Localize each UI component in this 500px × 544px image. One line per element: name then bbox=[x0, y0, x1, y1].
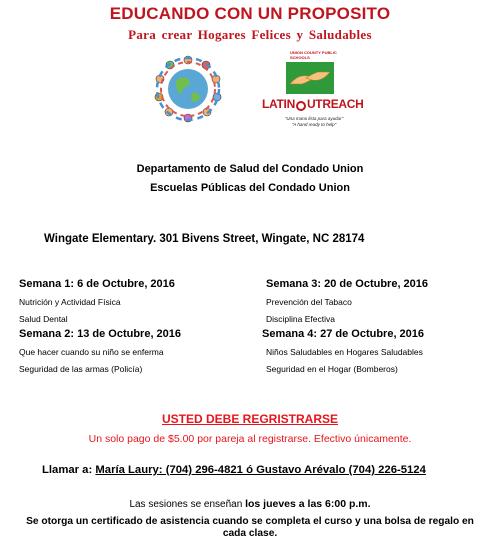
kids-globe-logo bbox=[148, 49, 228, 129]
logo-org-name: UNION COUNTY PUBLIC SCHOOLS bbox=[290, 50, 337, 60]
week-4-topic-2: Seguridad en el Hogar (Bomberos) bbox=[266, 364, 398, 374]
handshake-icon bbox=[286, 62, 334, 94]
flyer-title: EDUCANDO CON UN PROPOSITO bbox=[109, 4, 391, 23]
session-schedule bbox=[0, 498, 500, 510]
contact-line bbox=[42, 464, 426, 476]
week-4-topic-1: Niños Saludables en Hogares Saludables bbox=[266, 347, 423, 357]
flyer-subtitle: Para crear Hogares Felices y Saludables bbox=[128, 27, 372, 42]
week-4-title: Semana 4: 27 de Octubre, 2016 bbox=[262, 328, 425, 340]
organizer-schools: Escuelas Públicas del Condado Union bbox=[150, 182, 350, 194]
week-2-topic-1: Que hacer cuando su niño se enferma bbox=[19, 347, 164, 357]
week-1-topic-1: Nutrición y Actividad Física bbox=[19, 297, 121, 307]
logo-wordmark: LATIN UTREACH bbox=[262, 97, 364, 111]
week-3-topic-2: Disciplina Efectiva bbox=[266, 314, 335, 324]
week-3-topic-1: Prevención del Tabaco bbox=[266, 297, 352, 307]
week-2-title: Semana 2: 13 de Octubre, 2016 bbox=[19, 328, 182, 340]
contact-names: María Laury: (704) 296-4821 ó Gustavo Arévalo (704) 226-5124 bbox=[95, 464, 426, 476]
registration-heading: USTED DEBE REGRISTRARSE bbox=[161, 412, 339, 426]
session-prefix: Las sesiones se enseñan bbox=[129, 499, 246, 510]
week-1-topic-2: Salud Dental bbox=[19, 314, 68, 324]
latino-outreach-logo bbox=[262, 50, 364, 134]
logo-tagline: "Una mano lista para ayudar" "A hand ready to help" bbox=[284, 116, 344, 127]
contact-prefix: Llamar a: bbox=[42, 464, 96, 476]
certificate-note: Se otorga un certificado de asistencia cuando se completa el curso y una bolsa de regalo en cada clase. bbox=[26, 516, 474, 539]
location-address: Wingate Elementary. 301 Bivens Street, Wingate, NC 28174 bbox=[44, 233, 365, 245]
week-3-title: Semana 3: 20 de Octubre, 2016 bbox=[266, 278, 429, 290]
organizer-health-dept: Departamento de Salud del Condado Union bbox=[136, 163, 364, 175]
week-1-title: Semana 1: 6 de Octubre, 2016 bbox=[19, 278, 175, 290]
kids-globe-icon bbox=[148, 49, 228, 129]
week-2-topic-2: Seguridad de las armas (Policía) bbox=[19, 364, 143, 374]
registration-fee: Un solo pago de $5.00 por pareja al registrarse. Efectivo únicamente. bbox=[88, 433, 412, 445]
session-time: los jueves a las 6:00 p.m. bbox=[245, 498, 371, 510]
